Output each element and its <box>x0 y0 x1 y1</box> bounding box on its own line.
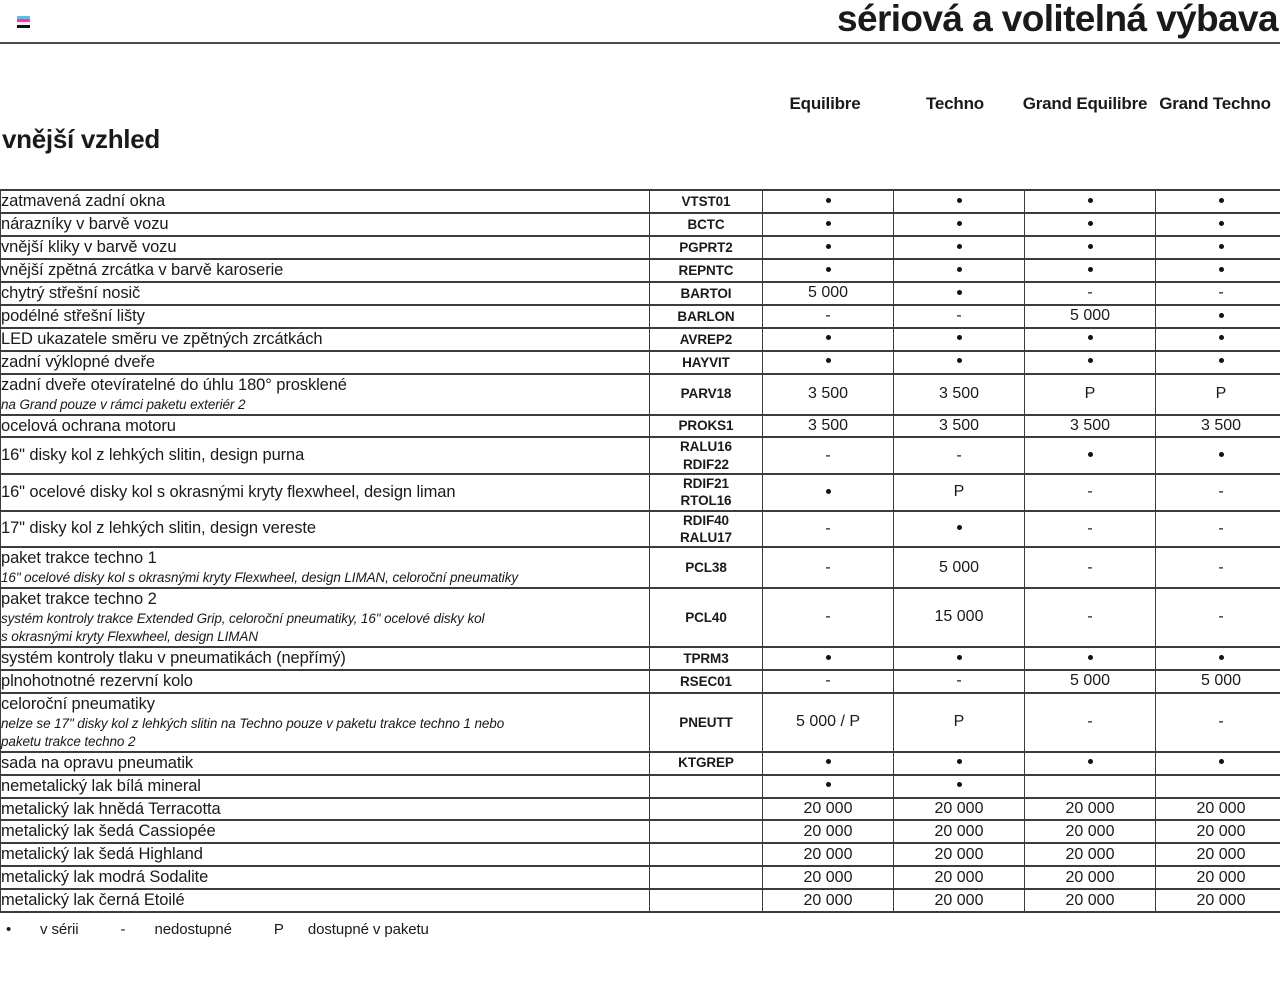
table-row <box>1 647 1280 670</box>
row-value-1: 15 000 <box>894 588 1025 647</box>
row-label: metalický lak černá Etoilé <box>1 891 185 910</box>
row-value-2 <box>1025 437 1156 474</box>
standard-dot-icon <box>957 358 962 363</box>
row-label: 16" disky kol z lehkých slitin, design purna <box>1 446 305 465</box>
row-label-cell <box>1 798 650 821</box>
legend-label-package: dostupné v paketu <box>307 921 429 939</box>
standard-dot-icon <box>826 759 831 764</box>
standard-dot-icon <box>1088 198 1093 203</box>
row-option-code: RSEC01 <box>650 670 763 693</box>
legend-symbol-unavailable: - <box>120 921 126 939</box>
row-label: vnější zpětná zrcátka v barvě karoserie <box>1 260 284 279</box>
row-option-code: REPNTC <box>650 259 763 282</box>
row-label: metalický lak hnědá Terracotta <box>1 799 221 818</box>
row-label-cell <box>1 670 650 693</box>
row-value-0 <box>763 328 894 351</box>
standard-dot-icon <box>1088 452 1093 457</box>
standard-dot-icon <box>1219 655 1224 660</box>
row-value-3: 5 000 <box>1156 670 1280 693</box>
row-label-cell <box>1 889 650 912</box>
row-value-2 <box>1025 775 1156 798</box>
row-label: metalický lak šedá Highland <box>1 845 203 864</box>
row-sublabel: na Grand pouze v rámci paketu exteriér 2 <box>1 396 246 412</box>
row-value-3: - <box>1156 588 1280 647</box>
row-value-1: 5 000 <box>894 547 1025 588</box>
row-value-3: 3 500 <box>1156 415 1280 438</box>
standard-dot-icon <box>826 489 831 494</box>
row-value-1 <box>894 236 1025 259</box>
row-sublabel: 16" ocelové disky kol s okrasnými kryty Flexwheel, design LIMAN, celoroční pneumatiky <box>1 570 519 586</box>
standard-dot-icon <box>1219 198 1224 203</box>
table-row <box>1 866 1280 889</box>
column-header-grand-techno: Grand Techno <box>1159 94 1271 113</box>
legend-symbol-standard: • <box>6 921 12 939</box>
row-value-0: 20 000 <box>763 820 894 843</box>
standard-dot-icon <box>826 358 831 363</box>
table-row <box>1 305 1280 328</box>
table-row <box>1 798 1280 821</box>
row-option-code: RDIF40 RALU17 <box>650 511 763 548</box>
row-value-0: - <box>763 588 894 647</box>
page-title: sériová a volitelná výbava <box>837 0 1278 39</box>
row-value-0 <box>763 259 894 282</box>
row-value-1 <box>894 328 1025 351</box>
row-label: nemetalický lak bílá mineral <box>1 776 201 795</box>
row-value-2: - <box>1025 282 1156 305</box>
row-value-3: 20 000 <box>1156 820 1280 843</box>
row-label-cell <box>1 437 650 474</box>
row-value-1 <box>894 282 1025 305</box>
standard-dot-icon <box>957 290 962 295</box>
row-option-code: BARLON <box>650 305 763 328</box>
standard-dot-icon <box>1219 358 1224 363</box>
standard-dot-icon <box>1219 335 1224 340</box>
table-row <box>1 547 1280 588</box>
row-value-0: - <box>763 305 894 328</box>
row-label: systém kontroly tlaku v pneumatikách (nepřímý) <box>1 648 346 667</box>
row-sublabel: systém kontroly trakce Extended Grip, celoroční pneumatiky, 16" ocelové disky kol s okrasnými kryty Flexwheel, design LIMAN <box>1 610 485 644</box>
row-value-0: 20 000 <box>763 843 894 866</box>
registration-mark-icon <box>17 16 30 28</box>
row-value-3: - <box>1156 693 1280 752</box>
row-value-2 <box>1025 647 1156 670</box>
row-value-2: 5 000 <box>1025 305 1156 328</box>
row-label-cell <box>1 775 650 798</box>
row-value-1: - <box>894 437 1025 474</box>
row-option-code: KTGREP <box>650 752 763 775</box>
standard-dot-icon <box>826 655 831 660</box>
row-label: paket trakce techno 1 <box>1 549 157 568</box>
row-value-2: 20 000 <box>1025 843 1156 866</box>
row-label: ocelová ochrana motoru <box>1 416 176 435</box>
standard-dot-icon <box>1088 335 1093 340</box>
row-label-cell <box>1 190 650 213</box>
equipment-table <box>0 189 1280 913</box>
row-value-1: 20 000 <box>894 866 1025 889</box>
row-option-code: TPRM3 <box>650 647 763 670</box>
row-value-1: 20 000 <box>894 820 1025 843</box>
row-value-1: 20 000 <box>894 843 1025 866</box>
row-label-cell <box>1 647 650 670</box>
legend <box>0 913 1280 938</box>
row-value-0: 20 000 <box>763 866 894 889</box>
standard-dot-icon <box>957 198 962 203</box>
row-option-code: PCL38 <box>650 547 763 588</box>
row-value-1 <box>894 213 1025 236</box>
row-option-code: RDIF21 RTOL16 <box>650 474 763 511</box>
row-value-3: - <box>1156 282 1280 305</box>
standard-dot-icon <box>957 244 962 249</box>
row-option-code: BARTOI <box>650 282 763 305</box>
row-label: sada na opravu pneumatik <box>1 753 194 772</box>
row-value-3 <box>1156 775 1280 798</box>
standard-dot-icon <box>957 267 962 272</box>
row-label: metalický lak modrá Sodalite <box>1 868 209 887</box>
row-value-2 <box>1025 259 1156 282</box>
standard-dot-icon <box>826 244 831 249</box>
row-value-2 <box>1025 351 1156 374</box>
row-value-2: - <box>1025 547 1156 588</box>
table-row <box>1 843 1280 866</box>
row-value-1 <box>894 775 1025 798</box>
row-value-1 <box>894 190 1025 213</box>
row-label: 17" disky kol z lehkých slitin, design vereste <box>1 519 316 538</box>
row-value-1: P <box>894 474 1025 511</box>
row-label: LED ukazatele směru ve zpětných zrcátkách <box>1 329 323 348</box>
row-label-cell <box>1 474 650 511</box>
standard-dot-icon <box>826 221 831 226</box>
row-value-3 <box>1156 328 1280 351</box>
row-label-cell <box>1 305 650 328</box>
row-option-code <box>650 889 763 912</box>
row-option-code: HAYVIT <box>650 351 763 374</box>
row-value-3 <box>1156 351 1280 374</box>
table-row <box>1 213 1280 236</box>
row-label-cell <box>1 752 650 775</box>
row-value-2: - <box>1025 693 1156 752</box>
table-row <box>1 328 1280 351</box>
legend-label-unavailable: nedostupné <box>154 921 232 939</box>
row-label: nárazníky v barvě vozu <box>1 214 169 233</box>
row-label-cell <box>1 511 650 548</box>
row-label: plnohotnotné rezervní kolo <box>1 671 193 690</box>
row-value-2 <box>1025 190 1156 213</box>
standard-dot-icon <box>1219 221 1224 226</box>
table-row <box>1 437 1280 474</box>
row-label: podélné střešní lišty <box>1 306 145 325</box>
row-value-1 <box>894 259 1025 282</box>
row-value-0: 5 000 <box>763 282 894 305</box>
row-option-code: PNEUTT <box>650 693 763 752</box>
row-value-3: 20 000 <box>1156 843 1280 866</box>
row-value-0 <box>763 190 894 213</box>
row-value-3 <box>1156 305 1280 328</box>
top-bar <box>0 0 1280 44</box>
row-value-3 <box>1156 213 1280 236</box>
table-row <box>1 474 1280 511</box>
row-value-2: P <box>1025 374 1156 415</box>
row-label: paket trakce techno 2 <box>1 589 157 608</box>
row-option-code: RALU16 RDIF22 <box>650 437 763 474</box>
row-value-2 <box>1025 213 1156 236</box>
standard-dot-icon <box>1219 452 1224 457</box>
row-value-1 <box>894 647 1025 670</box>
row-option-code: PCL40 <box>650 588 763 647</box>
row-label: metalický lak šedá Cassiopée <box>1 822 216 841</box>
table-row <box>1 259 1280 282</box>
standard-dot-icon <box>1088 759 1093 764</box>
row-value-1 <box>894 511 1025 548</box>
row-label-cell <box>1 693 650 752</box>
row-value-1: 20 000 <box>894 889 1025 912</box>
row-value-0: 3 500 <box>763 374 894 415</box>
column-header-equilibre: Equilibre <box>789 94 861 113</box>
row-value-3: 20 000 <box>1156 798 1280 821</box>
table-row <box>1 282 1280 305</box>
legend-label-standard: v sérii <box>40 921 79 939</box>
row-value-2: 3 500 <box>1025 415 1156 438</box>
standard-dot-icon <box>1219 244 1224 249</box>
table-row <box>1 374 1280 415</box>
row-value-3 <box>1156 190 1280 213</box>
row-value-1: P <box>894 693 1025 752</box>
row-label: celoroční pneumatiky <box>1 694 155 713</box>
table-row <box>1 775 1280 798</box>
standard-dot-icon <box>1219 759 1224 764</box>
row-value-0: 5 000 / P <box>763 693 894 752</box>
row-value-2: 20 000 <box>1025 866 1156 889</box>
standard-dot-icon <box>826 198 831 203</box>
row-label-cell <box>1 213 650 236</box>
row-value-2 <box>1025 236 1156 259</box>
standard-dot-icon <box>1219 313 1224 318</box>
row-value-0 <box>763 775 894 798</box>
column-headers <box>760 94 1280 114</box>
row-label: zadní dveře otevíratelné do úhlu 180° prosklené <box>1 375 347 394</box>
row-value-3 <box>1156 647 1280 670</box>
row-value-3: 20 000 <box>1156 866 1280 889</box>
row-sublabel: nelze se 17" disky kol z lehkých slitin na Techno pouze v paketu trakce techno 1 nebo paketu trakce techno 2 <box>1 715 505 749</box>
row-label: vnější kliky v barvě vozu <box>1 237 177 256</box>
standard-dot-icon <box>826 782 831 787</box>
row-value-0: 3 500 <box>763 415 894 438</box>
row-value-0 <box>763 213 894 236</box>
standard-dot-icon <box>1088 244 1093 249</box>
row-value-0: 20 000 <box>763 798 894 821</box>
table-row <box>1 236 1280 259</box>
row-value-2: 5 000 <box>1025 670 1156 693</box>
table-row <box>1 670 1280 693</box>
row-value-0 <box>763 474 894 511</box>
standard-dot-icon <box>1088 267 1093 272</box>
table-row <box>1 415 1280 438</box>
standard-dot-icon <box>1088 655 1093 660</box>
row-value-1: 3 500 <box>894 415 1025 438</box>
row-label-cell <box>1 547 650 588</box>
row-value-2: - <box>1025 474 1156 511</box>
row-label-cell <box>1 236 650 259</box>
row-value-1: 20 000 <box>894 798 1025 821</box>
row-value-3 <box>1156 259 1280 282</box>
row-value-2: 20 000 <box>1025 798 1156 821</box>
row-value-2: - <box>1025 511 1156 548</box>
row-value-3 <box>1156 437 1280 474</box>
row-option-code: VTST01 <box>650 190 763 213</box>
standard-dot-icon <box>957 335 962 340</box>
legend-symbol-package: P <box>273 921 284 939</box>
standard-dot-icon <box>1088 221 1093 226</box>
row-value-1 <box>894 752 1025 775</box>
row-value-2 <box>1025 328 1156 351</box>
row-value-0 <box>763 236 894 259</box>
row-value-2: 20 000 <box>1025 820 1156 843</box>
standard-dot-icon <box>957 655 962 660</box>
row-value-3 <box>1156 752 1280 775</box>
row-option-code: AVREP2 <box>650 328 763 351</box>
row-value-2: 20 000 <box>1025 889 1156 912</box>
row-value-3: P <box>1156 374 1280 415</box>
row-label-cell <box>1 820 650 843</box>
row-value-1: 3 500 <box>894 374 1025 415</box>
row-value-0 <box>763 752 894 775</box>
standard-dot-icon <box>957 525 962 530</box>
table-row <box>1 889 1280 912</box>
standard-dot-icon <box>957 221 962 226</box>
row-value-0: - <box>763 437 894 474</box>
row-value-0: - <box>763 511 894 548</box>
row-label-cell <box>1 328 650 351</box>
standard-dot-icon <box>826 267 831 272</box>
standard-dot-icon <box>1088 358 1093 363</box>
row-value-0 <box>763 647 894 670</box>
row-label-cell <box>1 588 650 647</box>
row-option-code: PROKS1 <box>650 415 763 438</box>
column-header-grand-equilibre: Grand Equilibre <box>1022 94 1148 113</box>
section-title: vnější vzhled <box>2 124 160 154</box>
row-value-0: - <box>763 547 894 588</box>
row-option-code <box>650 843 763 866</box>
row-value-1: - <box>894 305 1025 328</box>
row-value-3: - <box>1156 474 1280 511</box>
row-label: zatmavená zadní okna <box>1 192 166 210</box>
row-value-2 <box>1025 752 1156 775</box>
standard-dot-icon <box>1219 267 1224 272</box>
row-label: chytrý střešní nosič <box>1 283 141 302</box>
row-option-code: PGPRT2 <box>650 236 763 259</box>
column-header-techno: Techno <box>926 94 984 113</box>
table-header-band <box>0 44 1280 189</box>
standard-dot-icon <box>957 759 962 764</box>
row-option-code <box>650 775 763 798</box>
table-row <box>1 190 1280 213</box>
row-label-cell <box>1 351 650 374</box>
row-value-3: - <box>1156 547 1280 588</box>
row-option-code <box>650 866 763 889</box>
row-value-3: 20 000 <box>1156 889 1280 912</box>
row-option-code: PARV18 <box>650 374 763 415</box>
row-label-cell <box>1 259 650 282</box>
row-value-3: - <box>1156 511 1280 548</box>
row-label-cell <box>1 866 650 889</box>
row-option-code <box>650 820 763 843</box>
table-row <box>1 820 1280 843</box>
table-row <box>1 351 1280 374</box>
table-row <box>1 752 1280 775</box>
row-value-0 <box>763 351 894 374</box>
standard-dot-icon <box>957 782 962 787</box>
row-label-cell <box>1 374 650 415</box>
table-row <box>1 693 1280 752</box>
row-option-code: BCTC <box>650 213 763 236</box>
table-row <box>1 511 1280 548</box>
standard-dot-icon <box>826 335 831 340</box>
row-label-cell <box>1 282 650 305</box>
row-value-0: 20 000 <box>763 889 894 912</box>
row-option-code <box>650 798 763 821</box>
row-value-3 <box>1156 236 1280 259</box>
row-label: 16" ocelové disky kol s okrasnými kryty flexwheel, design liman <box>1 482 456 501</box>
row-value-0: - <box>763 670 894 693</box>
row-value-1: - <box>894 670 1025 693</box>
row-label-cell <box>1 415 650 438</box>
row-value-1 <box>894 351 1025 374</box>
row-label-cell <box>1 843 650 866</box>
row-label: zadní výklopné dveře <box>1 352 155 371</box>
table-row <box>1 588 1280 647</box>
row-value-2: - <box>1025 588 1156 647</box>
